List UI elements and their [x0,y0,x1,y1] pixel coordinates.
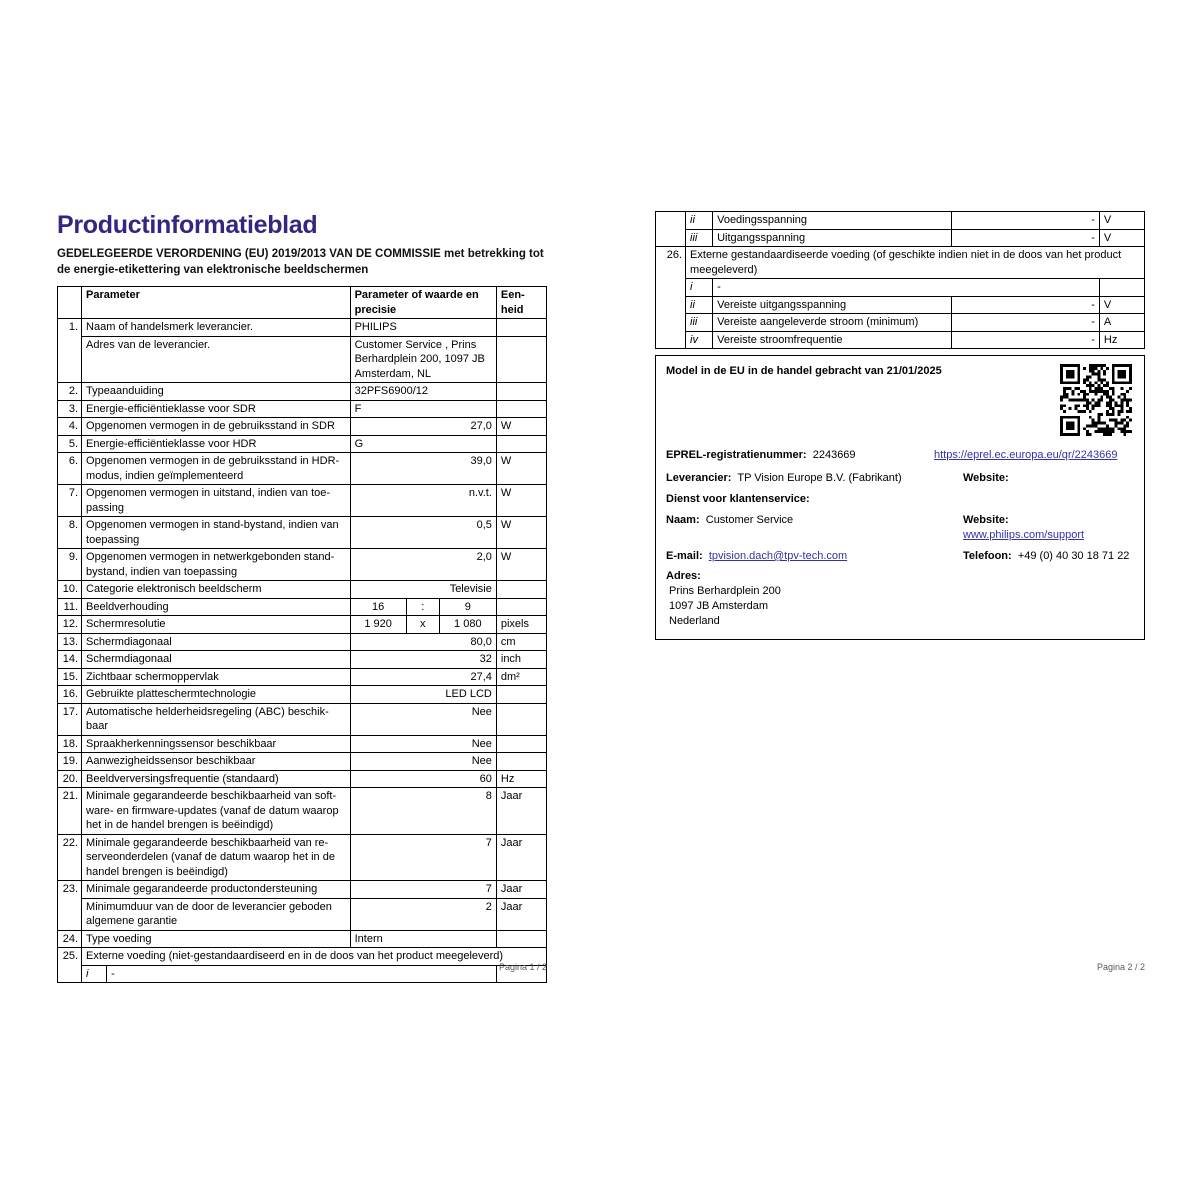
unit-cell: Hz [496,770,546,788]
name-value: Customer Service [705,514,794,526]
param-value-cell: - [951,229,1099,247]
unit-cell [496,930,546,948]
param-label-cell: Type voeding [82,930,351,948]
param-label-cell: Schermresolutie [82,616,351,634]
param-number-cell: 13. [58,633,82,651]
website-cell [963,471,1134,486]
roman-index-cell: i [686,279,713,297]
unit-cell: Jaar [496,788,546,835]
address-line: Prins Berhardplein 200 [669,585,781,597]
param-value-cell: Nee [350,735,496,753]
param-number-cell: 21. [58,788,82,835]
param-value-cell: 7 [350,834,496,881]
supplier-info-box [655,355,1145,640]
param-label-cell: Typeaanduiding [82,383,351,401]
param-value-cell: 9 [439,598,496,616]
param-number-cell: 22. [58,834,82,881]
param-separator-cell: x [406,616,439,634]
table-row [58,834,547,881]
param-label-cell: Energie-efficiëntieklasse voor SDR [82,400,351,418]
service-heading-row [666,492,1134,507]
param-label-cell: Uitgangsspanning [713,229,951,247]
param-label-cell: Minimale gegarandeerde productondersteuning [82,881,351,899]
param-value-cell: 27,0 [350,418,496,436]
roman-index-cell: ii [686,296,713,314]
param-value-cell: F [350,400,496,418]
param-number-cell: 16. [58,686,82,704]
unit-cell [1099,279,1144,297]
product-fiche-table-page1 [57,286,547,983]
table-row [58,686,547,704]
table-row [58,383,547,401]
param-value-cell: - [107,965,497,983]
param-value-cell: Televisie [350,581,496,599]
table-row [656,229,1145,247]
header-number-cell [58,287,82,319]
param-number-cell: 14. [58,651,82,669]
param-label-cell: Opgenomen vermogen in de gebruiksstand in SDR [82,418,351,436]
table-row [58,633,547,651]
supplier-row [666,471,1134,486]
param-label-cell: Opgenomen vermogen in de gebruiksstand in HDR-modus, indien geïmplementeerd [82,453,351,485]
param-number-cell: 6. [58,453,82,485]
param-separator-cell: : [406,598,439,616]
table-row [58,770,547,788]
address-block [666,569,1134,629]
unit-cell: V [1099,296,1144,314]
param-value-cell: LED LCD [350,686,496,704]
name-label: Naam: [666,514,700,526]
table-row [58,549,547,581]
header-value: Parameter of waarde en precisie [350,287,496,319]
unit-cell: A [1099,314,1144,332]
param-value-cell: 1 080 [439,616,496,634]
param-number-cell: 24. [58,930,82,948]
table-row [58,581,547,599]
param-value-cell: G [350,435,496,453]
unit-cell: Jaar [496,834,546,881]
table-row [58,753,547,771]
param-label-cell: Beeldverversingsfrequentie (standaard) [82,770,351,788]
roman-index-cell: iii [686,229,713,247]
param-value-cell: - [951,296,1099,314]
unit-cell [496,435,546,453]
param-label-cell: Voedingsspanning [713,212,951,230]
address-line: Nederland [669,615,720,627]
unit-cell [496,581,546,599]
eprel-label: EPREL-registratienummer: [666,449,807,461]
param-number-cell: 9. [58,549,82,581]
table-header-row [58,287,547,319]
unit-cell: W [496,485,546,517]
header-unit: Een-heid [496,287,546,319]
param-number-cell: 20. [58,770,82,788]
param-label-cell: Minimale gegarandeerde beschikbaarheid van re-serveonderdelen (vanaf de datum waarop het in de handel brengen is beëindigd) [82,834,351,881]
table-row [58,788,547,835]
roman-index-cell: i [82,965,107,983]
param-span-cell: Externe gestandaardiseerde voeding (of geschikte indien niet in de doos van het product meegeleverd) [686,247,1145,279]
email-label: E-mail: [666,550,703,562]
table-row [58,418,547,436]
param-number-cell: 2. [58,383,82,401]
param-number-cell: 23. [58,881,82,931]
param-label-cell: Opgenomen vermogen in netwerkgebonden stand-bystand, indien van toepassing [82,549,351,581]
table-row [656,212,1145,230]
param-label-cell: Automatische helderheidsregeling (ABC) beschik-baar [82,703,351,735]
param-value-cell: 0,5 [350,517,496,549]
eprel-link-cell [934,448,1134,463]
roman-index-cell: iii [686,314,713,332]
param-label-cell: Beeldverhouding [82,598,351,616]
param-value-cell: 27,4 [350,668,496,686]
param-number-cell [656,212,686,247]
unit-cell [496,753,546,771]
param-value-cell: - [951,212,1099,230]
table-row [58,703,547,735]
param-number-cell: 1. [58,319,82,383]
param-number-cell: 18. [58,735,82,753]
address-line: 1097 JB Amsterdam [669,600,769,612]
param-label-cell: Minimale gegarandeerde beschikbaarheid van soft-ware- en firmware-updates (vanaf de datum waarop het in de handel brengen is beëindigd) [82,788,351,835]
param-value-cell: - [951,331,1099,349]
page-title: Productinformatieblad [57,211,318,239]
unit-cell: pixels [496,616,546,634]
unit-cell: W [496,453,546,485]
table-row [58,735,547,753]
service-name-row [666,513,1134,543]
unit-cell: W [496,517,546,549]
unit-cell: V [1099,229,1144,247]
supplier-label: Leverancier: [666,472,732,484]
table-row [58,453,547,485]
param-value-cell: 39,0 [350,453,496,485]
param-number-cell: 25. [58,948,82,983]
param-label-cell: Energie-efficiëntieklasse voor HDR [82,435,351,453]
table-row [656,296,1145,314]
address-label: Adres: [666,570,701,582]
unit-cell [496,703,546,735]
eprel-registration [666,448,934,463]
param-number-cell: 15. [58,668,82,686]
unit-cell: Hz [1099,331,1144,349]
roman-index-cell: iv [686,331,713,349]
unit-cell: Jaar [496,881,546,899]
customer-service-heading: Dienst voor klantenservice: [666,493,810,505]
eprel-row [666,448,1134,463]
page2-footer: Pagina 2 / 2 [1096,962,1145,972]
page-subtitle: GEDELEGEERDE VERORDENING (EU) 2019/2013 VAN DE COMMISSIE met betrekking tot de energie-etikettering van elektronische beeldschermen [57,248,544,276]
phone-cell [963,549,1134,564]
eprel-number: 2243669 [812,449,856,461]
unit-cell: cm [496,633,546,651]
table-row [58,898,547,930]
table-row [656,279,1145,297]
param-number-cell: 5. [58,435,82,453]
unit-cell [496,336,546,383]
param-value-cell: - [951,314,1099,332]
param-number-cell: 7. [58,485,82,517]
param-number-cell: 17. [58,703,82,735]
param-label-cell: Spraakherkenningssensor beschikbaar [82,735,351,753]
param-number-cell: 10. [58,581,82,599]
model-market-date: Model in de EU in de handel gebracht van 21/01/2025 [666,365,942,377]
param-label-cell: Naam of handelsmerk leverancier. [82,319,351,337]
table-row [58,435,547,453]
phone-label: Telefoon: [963,550,1012,562]
table-row [656,247,1145,279]
param-label-cell: Vereiste uitgangsspanning [713,296,951,314]
website2-label: Website: [963,514,1009,526]
param-label-cell: Categorie elektronisch beeldscherm [82,581,351,599]
param-label-cell: Gebruikte platteschermtechnologie [82,686,351,704]
roman-index-cell: ii [686,212,713,230]
table-row [58,930,547,948]
param-number-cell: 12. [58,616,82,634]
unit-cell [496,319,546,337]
qr-code [1060,364,1132,436]
param-value-cell: 8 [350,788,496,835]
unit-cell [496,735,546,753]
supplier-cell [666,471,963,486]
service-name-cell [666,513,963,528]
eprel-link[interactable]: https://eprel.ec.europa.eu/qr/2243669 [934,449,1118,461]
header-parameter: Parameter [82,287,351,319]
product-fiche-table-page2 [655,211,1145,349]
table-row [58,400,547,418]
table-row [58,319,547,337]
model-row [666,364,1134,436]
param-value-cell: 1 920 [350,616,406,634]
param-value-cell: 16 [350,598,406,616]
param-label-cell: Adres van de leverancier. [82,336,351,383]
param-value-cell: 80,0 [350,633,496,651]
unit-cell: W [496,549,546,581]
param-label-cell: Schermdiagonaal [82,651,351,669]
supplier-name: TP Vision Europe B.V. (Fabrikant) [737,472,902,484]
table-row [58,616,547,634]
page1-footer: Pagina 1 / 2 [498,962,547,972]
table-row [58,517,547,549]
email-row [666,549,1134,564]
unit-cell: inch [496,651,546,669]
param-value-cell: PHILIPS [350,319,496,337]
param-label-cell: Schermdiagonaal [82,633,351,651]
param-value-cell: 7 [350,881,496,899]
phone-value: +49 (0) 40 30 18 71 22 [1017,550,1130,562]
param-label-cell: Opgenomen vermogen in stand-bystand, indien van toepassing [82,517,351,549]
param-value-cell: Nee [350,703,496,735]
unit-cell [496,598,546,616]
table-row [58,651,547,669]
param-value-cell: n.v.t. [350,485,496,517]
table-row [58,668,547,686]
param-value-cell: 2,0 [350,549,496,581]
unit-cell: V [1099,212,1144,230]
param-label-cell: Minimumduur van de door de leverancier geboden algemene garantie [82,898,351,930]
table-row [656,314,1145,332]
website-label: Website: [963,472,1009,484]
email-link[interactable]: tpvision.dach@tpv-tech.com [708,550,848,562]
support-website-link[interactable]: www.philips.com/support [963,529,1085,541]
table-row [58,881,547,899]
param-number-cell: 19. [58,753,82,771]
table-row [58,336,547,383]
param-value-cell: 32PFS6900/12 [350,383,496,401]
unit-cell: dm² [496,668,546,686]
page-2 [655,211,1145,972]
unit-cell [496,383,546,401]
param-value-cell: Customer Service , Prins Berhardplein 200, 1097 JB Amsterdam, NL [350,336,496,383]
param-label-cell: Vereiste aangeleverde stroom (minimum) [713,314,951,332]
param-span-cell: Externe voeding (niet-gestandaardiseerd en in de doos van het product meegeleverd) [82,948,547,966]
param-value-cell: 60 [350,770,496,788]
param-value-cell: Nee [350,753,496,771]
param-value-cell: 32 [350,651,496,669]
param-number-cell: 4. [58,418,82,436]
param-label-cell: Vereiste stroomfrequentie [713,331,951,349]
unit-cell: W [496,418,546,436]
page-1 [57,211,547,983]
table-row [58,598,547,616]
support-website-cell [963,513,1134,543]
email-cell [666,549,963,564]
param-value-cell: 2 [350,898,496,930]
table-row [656,331,1145,349]
unit-cell: Jaar [496,898,546,930]
param-label-cell: Aanwezigheidssensor beschikbaar [82,753,351,771]
unit-cell [496,400,546,418]
param-label-cell: Opgenomen vermogen in uitstand, indien van toe-passing [82,485,351,517]
param-value-cell: - [713,279,1100,297]
param-label-cell: Zichtbaar schermoppervlak [82,668,351,686]
param-number-cell: 26. [656,247,686,349]
param-number-cell: 11. [58,598,82,616]
param-value-cell: Intern [350,930,496,948]
param-number-cell: 3. [58,400,82,418]
table-row [58,485,547,517]
param-number-cell: 8. [58,517,82,549]
unit-cell [496,686,546,704]
